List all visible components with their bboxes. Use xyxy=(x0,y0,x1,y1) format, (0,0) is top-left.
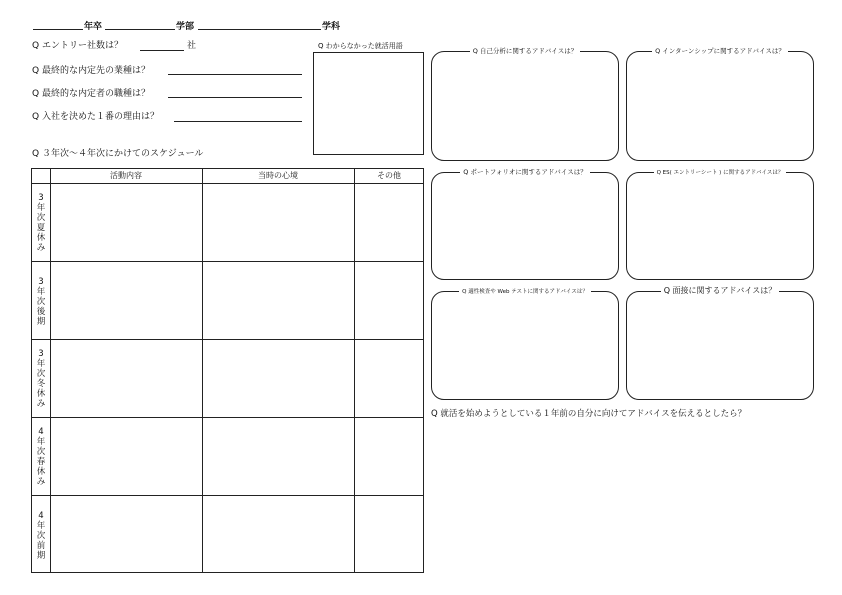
col-divider xyxy=(354,169,355,572)
year-blank[interactable] xyxy=(33,29,83,30)
advice-title: Q 自己分析に関するアドバイスは？ xyxy=(470,47,581,55)
unknown-terms-title: Q わからなかった就活用語 xyxy=(318,42,403,50)
advice-box-entry-sheet[interactable] xyxy=(626,172,814,280)
row-divider xyxy=(32,261,423,262)
row-label-summer: 3 年 次 夏 休 み xyxy=(36,193,46,253)
row-label-early-term: 4 年 次 前 期 xyxy=(36,511,46,561)
row-label-winter: 3 年 次 冬 休 み xyxy=(36,349,46,409)
advice-box-self-analysis[interactable] xyxy=(431,47,619,161)
question-job-type: Q 最終的な内定者の職種は？ xyxy=(32,89,150,99)
question-companies: Q エントリー社数は？ xyxy=(32,41,123,51)
industry-answer-line[interactable] xyxy=(168,74,302,75)
advice-title: Q ES( エントリーシート ) に関するアドバイスは？ xyxy=(654,170,787,176)
department-blank[interactable] xyxy=(198,29,321,30)
faculty-label: 学部 xyxy=(176,22,195,32)
header-divider xyxy=(32,183,423,184)
advice-title: Q ポートフォリオに関するアドバイスは？ xyxy=(460,168,589,176)
column-header-feelings: 当時の心境 xyxy=(258,171,298,180)
reason-answer-line[interactable] xyxy=(174,121,302,122)
row-label-spring: 4 年 次 春 休 み xyxy=(36,427,46,487)
row-label-late-term: 3 年 次 後 期 xyxy=(36,277,46,327)
department-label: 学科 xyxy=(322,22,341,32)
question-industry: Q 最終的な内定先の業種は？ xyxy=(32,66,150,76)
unknown-terms-box[interactable] xyxy=(313,52,424,155)
advice-box-interview[interactable] xyxy=(626,286,814,400)
col-divider xyxy=(202,169,203,572)
row-divider xyxy=(32,417,423,418)
row-divider xyxy=(32,339,423,340)
job-type-answer-line[interactable] xyxy=(168,97,302,98)
advice-box-aptitude-test[interactable] xyxy=(431,291,619,400)
final-question: Q 就活を始めようとしている１年前の自分に向けてアドバイスを伝えるとしたら？ xyxy=(431,409,747,419)
col-divider xyxy=(50,169,51,572)
advice-title: Q 面接に関するアドバイスは？ xyxy=(661,286,780,295)
column-header-other: その他 xyxy=(377,171,401,180)
schedule-table xyxy=(31,168,424,573)
advice-box-portfolio[interactable] xyxy=(431,168,619,280)
advice-title: Q 適性検査や Web テストに関するアドバイスは？ xyxy=(459,289,591,295)
question-reason: Q 入社を決めた１番の理由は？ xyxy=(32,112,159,122)
year-label: 年卒 xyxy=(84,22,103,32)
row-divider xyxy=(32,495,423,496)
advice-box-internship[interactable] xyxy=(626,47,814,161)
schedule-title: Q ３年次～４年次にかけてのスケジュール xyxy=(32,149,204,159)
companies-suffix: 社 xyxy=(187,41,197,51)
faculty-blank[interactable] xyxy=(105,29,175,30)
column-header-activities: 活動内容 xyxy=(110,171,142,180)
advice-title: Q インターンシップに関するアドバイスは？ xyxy=(652,47,788,55)
companies-answer-line[interactable] xyxy=(140,50,184,51)
